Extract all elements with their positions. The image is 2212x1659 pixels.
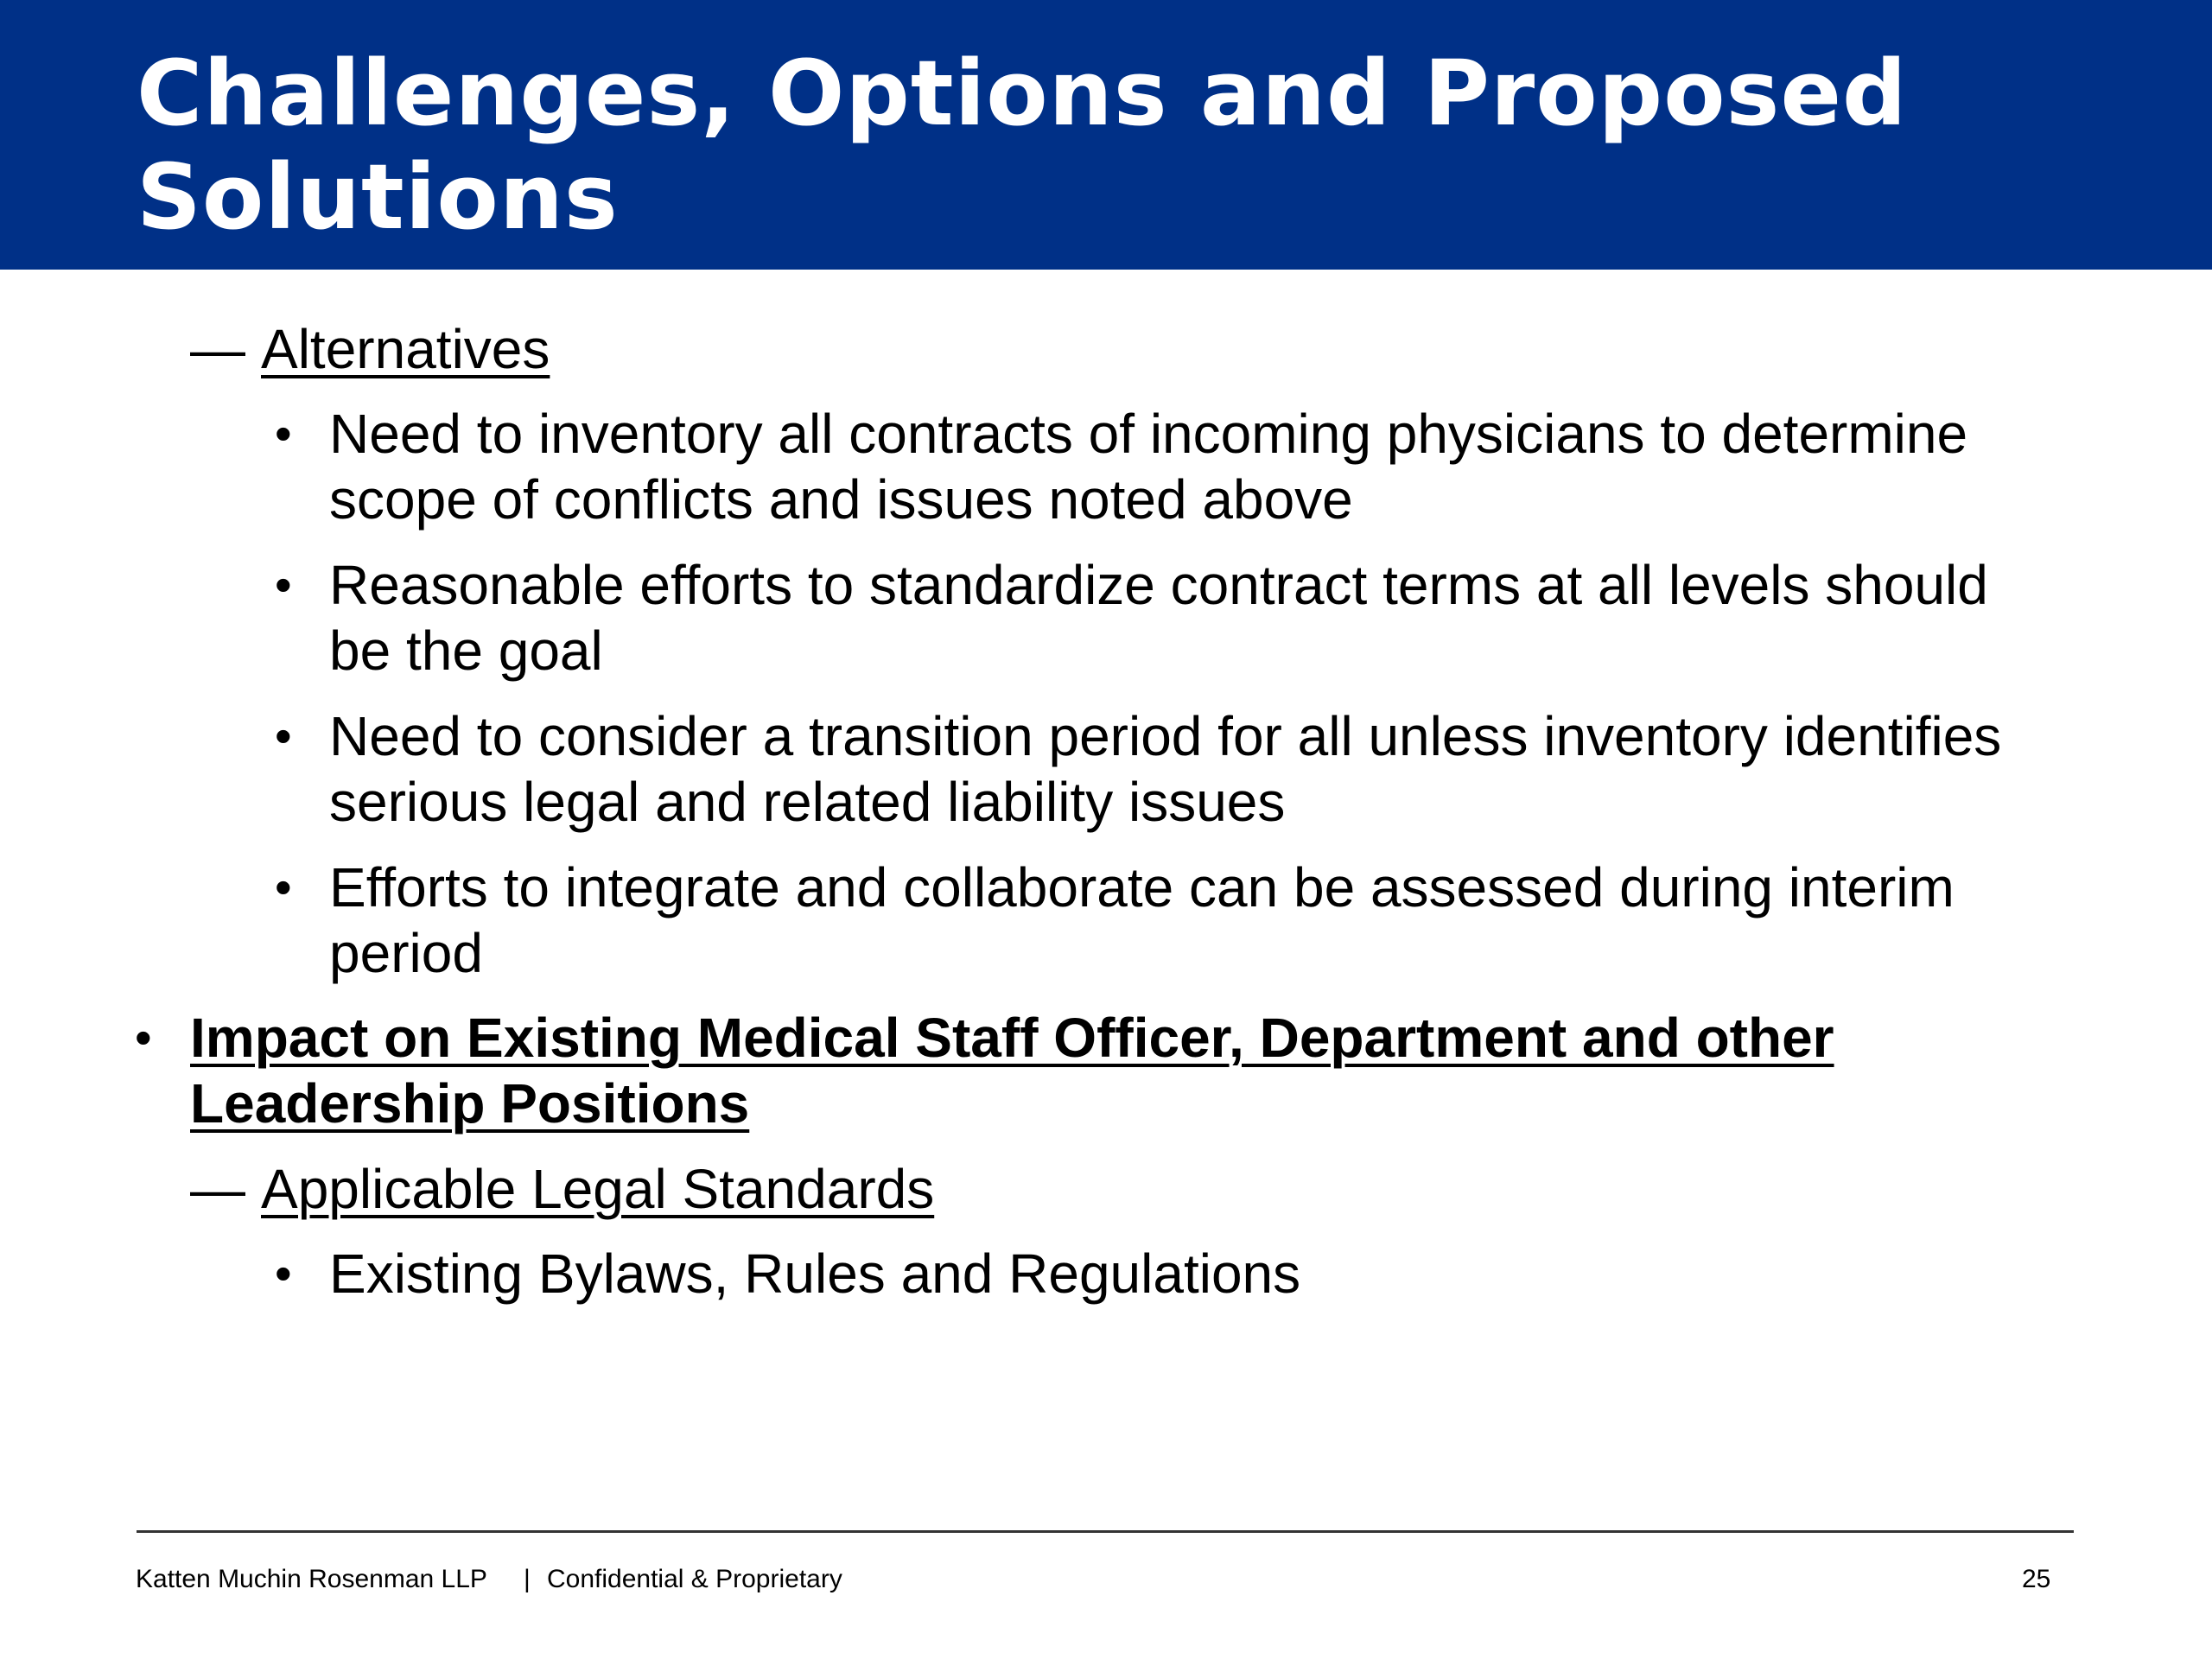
page-number: 25	[2022, 1565, 2051, 1593]
alternative-item-1-line-2: scope of conflicts and issues noted above	[329, 468, 1353, 531]
bullet-marker: •	[135, 1010, 152, 1065]
bullet-marker: •	[275, 709, 292, 763]
alternative-item-2-line-1: Reasonable efforts to standardize contract terms at all levels should	[329, 554, 1988, 616]
impact-heading-line-1: Impact on Existing Medical Staff Officer, Department and other	[190, 1007, 1834, 1069]
footer-separator: |	[524, 1565, 531, 1593]
bullet-marker: •	[275, 1246, 292, 1300]
footer-firm-name: Katten Muchin Rosenman LLP	[136, 1565, 487, 1593]
legal-standard-item-1: Existing Bylaws, Rules and Regulations	[329, 1243, 1301, 1305]
alternative-item-3-line-1: Need to consider a transition period for all unless inventory identifies	[329, 705, 2002, 767]
alternatives-heading: Alternatives	[261, 318, 550, 380]
bullet-marker: •	[275, 557, 292, 612]
alternative-item-1-line-1: Need to inventory all contracts of incoming physicians to determine	[329, 403, 1968, 465]
footer-confidentiality: Confidential & Proprietary	[547, 1565, 842, 1593]
alternative-item-2-line-2: be the goal	[329, 620, 603, 682]
bullet-marker: •	[275, 860, 292, 914]
slide-title: Challenges, Options and Proposed Solutions	[137, 41, 1908, 250]
impact-heading-line-2: Leadership Positions	[190, 1072, 750, 1135]
alternative-item-4-line-2: period	[329, 922, 483, 984]
dash-marker: —	[190, 318, 245, 380]
legal-standards-heading: Applicable Legal Standards	[261, 1158, 935, 1220]
alternative-item-3-line-2: serious legal and related liability issues	[329, 771, 1286, 833]
alternative-item-4-line-1: Efforts to integrate and collaborate can be assessed during interim	[329, 856, 1955, 918]
footer-divider	[137, 1530, 2074, 1533]
dash-marker: —	[190, 1158, 245, 1220]
bullet-marker: •	[275, 406, 292, 461]
